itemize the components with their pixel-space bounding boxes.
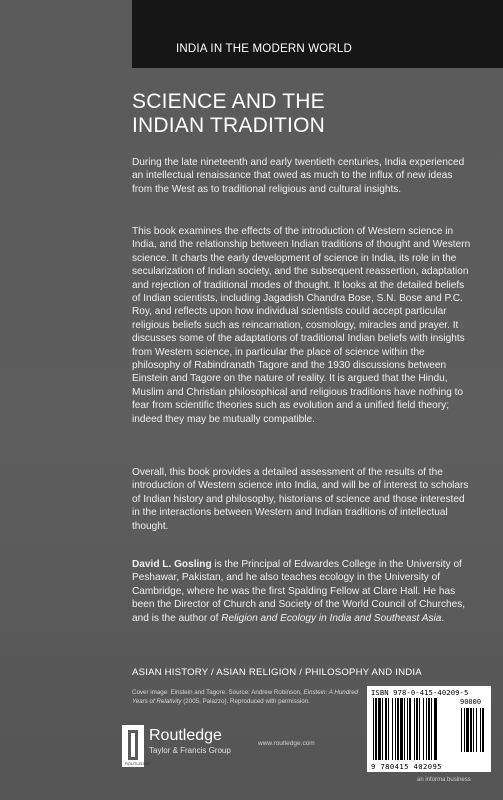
author-book-title: Religion and Ecology in India and Southeast Asia (221, 612, 442, 624)
book-title (132, 90, 472, 138)
cover-credit-text: Cover image: Einstein and Tagore. Source: Andrew Robinson, (132, 689, 304, 696)
barcode-digits: 9 780415 402095 (371, 762, 442, 771)
isbn-number: ISBN 978-0-415-40209-5 (371, 688, 469, 697)
series-banner (132, 0, 503, 68)
author-bio-end: . (441, 612, 445, 624)
intro-paragraph: During the late nineteenth and early twentieth centuries, India experienced an intellectual renaissance that owed as much to the influx of new ideas from the West as to traditional religious and cultural insights. (132, 157, 465, 195)
logo-text: ROUTLEDGE (125, 761, 150, 766)
author-bio (132, 558, 472, 625)
routledge-logo-icon (122, 725, 150, 767)
author-name: David L. Gosling (132, 559, 212, 570)
summary-paragraph: Overall, this book provides a detailed assessment of the results of the introduction of Western science into India, and will be of interest to scholars of Indian history and philosophy, historians of science and those interested in the interactions between Western and Indian traditions of intellectual thought. (132, 467, 469, 532)
cover-credit-book: Einstein: A Hundred Years of Relativity (132, 689, 359, 705)
cover-credit (132, 689, 368, 706)
author-bio-text: is the Principal of Edwardes College in the University of Peshawar, Pakistan, and he also teaches ecology in the University of Cambridge, where he was the first Spalding Fellow at Clare Hall. He has been the Director of Church and Society of the World Council of Churches, and is the author of (132, 559, 466, 624)
title-line-2: INDIAN TRADITION (132, 114, 325, 137)
barcode-bars (367, 686, 491, 772)
publisher-name: Routledge (149, 727, 222, 744)
series-label: INDIA IN THE MODERN WORLD (176, 43, 353, 55)
description-paragraph: This book examines the effects of the introduction of Western science in India, and the relationship between Indian traditions of thought and Western science. It charts the early development of science in India, its role in the secularization of Indian society, and the subsequent reassertion, adaptation and rejection of traditional modes of thought. It looks at the detailed beliefs of Indian scientists, including Jagadish Chandra Bose, S.N. Bose and P.C. Roy, and reflects upon how individual scientists could accept particular religious beliefs such as reincarnation, cosmology, miracles and prayer. It discusses some of the adaptations of traditional Indian beliefs with insights from Western science, in particular the place of science within the philosophy of Rabindranath Tagore and the 1930 discussions between Einstein and Tagore on the nature of reality. It is argued that the Hindu, Muslim and Christian philosophical and religious traditions have nothing to fear from scientific theories such as evolution and a unified field theory; indeed they may be mutually compatible. (132, 226, 471, 425)
title-line-1: SCIENCE AND THE (132, 90, 325, 113)
cover-credit-end: (2005, Palazzo). Reproduced with permission. (181, 697, 310, 705)
isbn-barcode (367, 686, 491, 772)
subject-categories: ASIAN HISTORY / ASIAN RELIGION / PHILOSOPHY AND INDIA (132, 667, 422, 678)
price-code: 90000 (460, 698, 482, 706)
publisher-group: Taylor & Francis Group (149, 746, 231, 755)
informa-note: an informa business (417, 777, 471, 783)
publisher-website: www.routledge.com (258, 740, 315, 747)
